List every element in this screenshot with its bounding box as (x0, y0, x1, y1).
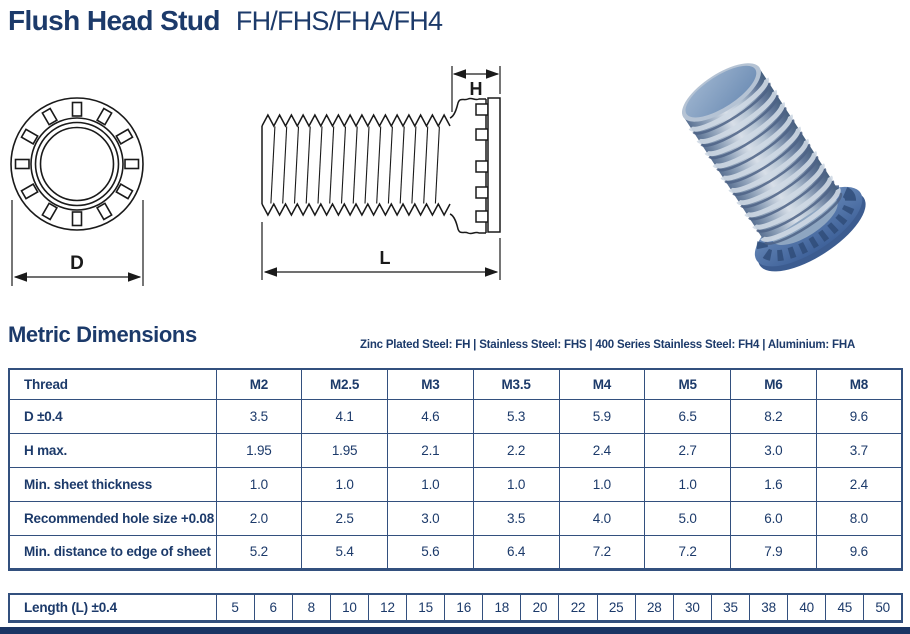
dimension-value: 2.4 (816, 467, 902, 501)
flange-plate (488, 98, 500, 232)
length-value: 22 (559, 594, 597, 621)
dimension-value: 5.0 (645, 501, 731, 535)
dimension-value: 7.2 (559, 535, 645, 569)
dimension-value: 5.2 (216, 535, 302, 569)
table-row (9, 399, 902, 433)
dimension-label-h: H (469, 79, 483, 99)
dimension-label-d: D (70, 253, 84, 274)
dimension-value: 1.0 (559, 467, 645, 501)
metric-dimensions-table (8, 368, 903, 571)
table-header-row (9, 369, 902, 399)
dimension-value: 3.7 (816, 433, 902, 467)
product-photo (650, 46, 910, 306)
dimension-value: 8.0 (816, 501, 902, 535)
dimension-value: 3.5 (473, 501, 559, 535)
dimension-value: 1.95 (302, 433, 388, 467)
section-heading: Metric Dimensions (8, 322, 197, 347)
row-label: Min. sheet thickness (9, 467, 216, 501)
length-value: 28 (635, 594, 673, 621)
dimension-value: 6.0 (731, 501, 817, 535)
row-label: H max. (9, 433, 216, 467)
dimension-value: 3.5 (216, 399, 302, 433)
dimension-value: 2.1 (388, 433, 474, 467)
thread-size-header: M5 (645, 369, 731, 399)
length-value: 30 (673, 594, 711, 621)
footer-bar (0, 627, 910, 634)
threaded-shank (262, 98, 500, 234)
length-value: 45 (826, 594, 864, 621)
dimension-value: 9.6 (816, 399, 902, 433)
dimension-label-l: L (379, 248, 391, 268)
thread-size-header: M4 (559, 369, 645, 399)
row-label: D ±0.4 (9, 399, 216, 433)
length-value: 25 (597, 594, 635, 621)
dimension-value: 1.0 (473, 467, 559, 501)
side-view-drawing (245, 52, 510, 297)
dimension-value: 1.6 (731, 467, 817, 501)
dimension-value: 2.4 (559, 433, 645, 467)
length-value: 16 (445, 594, 483, 621)
product-title: Flush Head Stud (8, 5, 220, 36)
dimension-value: 2.5 (302, 501, 388, 535)
thread-size-header: M3.5 (473, 369, 559, 399)
dimension-value: 4.0 (559, 501, 645, 535)
row-label: Thread (9, 369, 216, 399)
thread-size-header: M8 (816, 369, 902, 399)
length-value: 5 (216, 594, 254, 621)
length-value: 38 (750, 594, 788, 621)
dimension-value: 3.0 (731, 433, 817, 467)
row-label: Min. distance to edge of sheet (9, 535, 216, 569)
length-row (9, 594, 902, 621)
dimension-value: 5.9 (559, 399, 645, 433)
dimension-value: 6.5 (645, 399, 731, 433)
materials-note: Zinc Plated Steel: FH | Stainless Steel: FHS | 400 Series Stainless Steel: FH4 | Aluminium: FHA (360, 339, 856, 351)
thread-size-header: M2.5 (302, 369, 388, 399)
dimension-value: 6.4 (473, 535, 559, 569)
knurl-teeth (16, 103, 139, 226)
dimension-value: 7.2 (645, 535, 731, 569)
length-value: 6 (254, 594, 292, 621)
page-title (8, 5, 442, 37)
dimension-value: 1.0 (388, 467, 474, 501)
dimension-value: 1.0 (216, 467, 302, 501)
dimension-value: 8.2 (731, 399, 817, 433)
model-codes: FH/FHS/FHA/FH4 (235, 6, 443, 36)
dimension-value: 5.3 (473, 399, 559, 433)
thread-size-header: M3 (388, 369, 474, 399)
row-label: Recommended hole size +0.08 (9, 501, 216, 535)
front-view-drawing (8, 58, 173, 296)
dimension-value: 3.0 (388, 501, 474, 535)
dimension-value: 9.6 (816, 535, 902, 569)
dimension-value: 1.0 (302, 467, 388, 501)
table-row (9, 535, 902, 569)
table-row (9, 467, 902, 501)
length-value: 50 (864, 594, 902, 621)
dimension-value: 4.1 (302, 399, 388, 433)
length-value: 12 (368, 594, 406, 621)
dimension-value: 1.95 (216, 433, 302, 467)
length-value: 10 (330, 594, 368, 621)
dimension-value: 2.7 (645, 433, 731, 467)
dimension-value: 2.0 (216, 501, 302, 535)
thread-size-header: M6 (731, 369, 817, 399)
table-row (9, 501, 902, 535)
length-value: 18 (483, 594, 521, 621)
thread-size-header: M2 (216, 369, 302, 399)
dimension-value: 2.2 (473, 433, 559, 467)
dimension-value: 7.9 (731, 535, 817, 569)
dimension-value: 1.0 (645, 467, 731, 501)
length-value: 8 (292, 594, 330, 621)
length-value: 40 (788, 594, 826, 621)
dimension-value: 5.4 (302, 535, 388, 569)
dimension-value: 5.6 (388, 535, 474, 569)
table-row (9, 433, 902, 467)
length-value: 15 (407, 594, 445, 621)
length-value: 20 (521, 594, 559, 621)
length-table (8, 593, 903, 623)
row-label: Length (L) ±0.4 (9, 594, 216, 621)
length-value: 35 (711, 594, 749, 621)
dimension-value: 4.6 (388, 399, 474, 433)
